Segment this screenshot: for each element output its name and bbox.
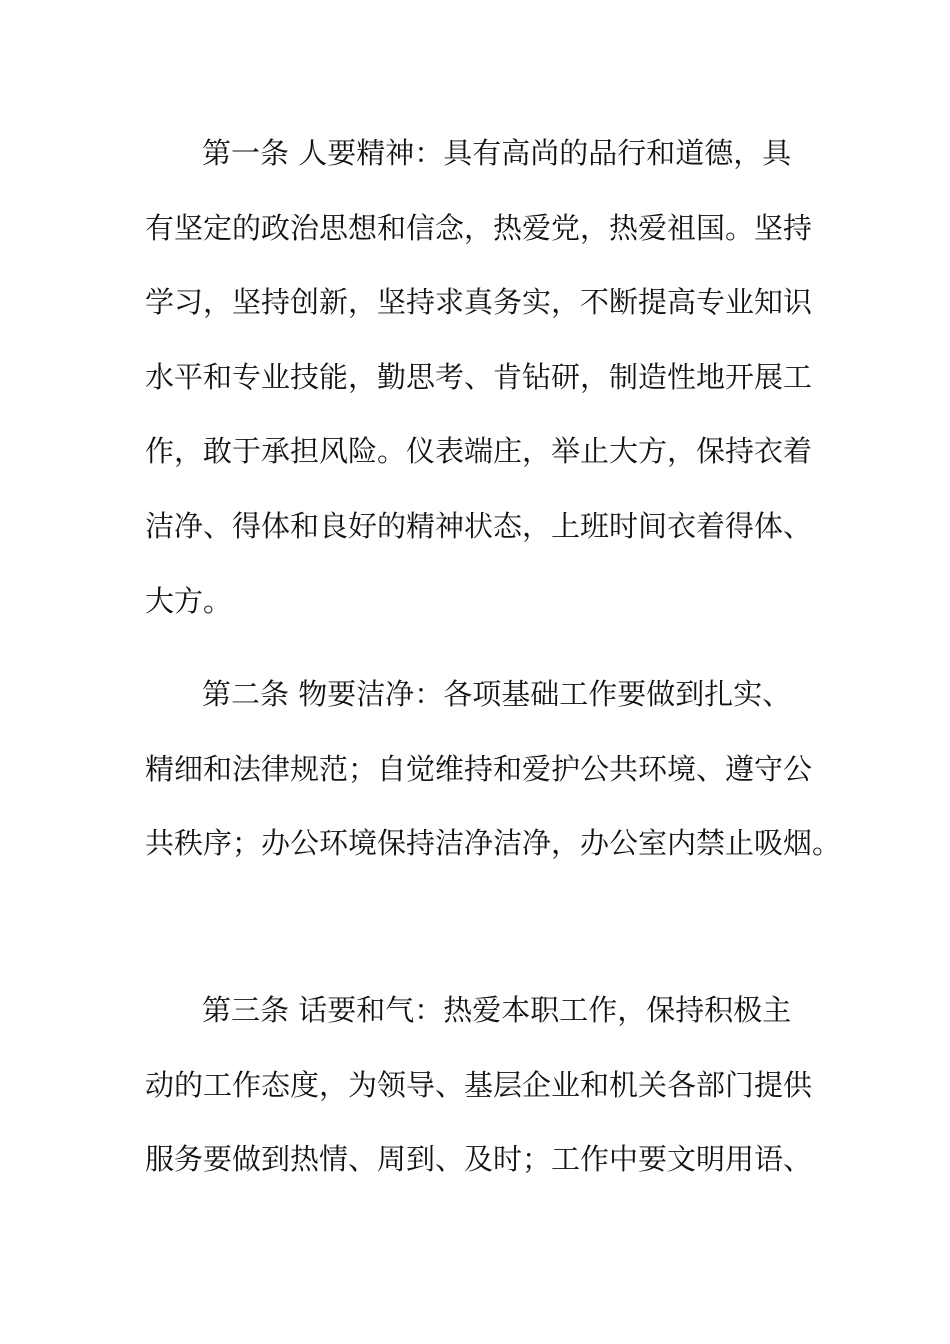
article-3-line-2: 动的工作态度，为领导、基层企业和机关各部门提供 <box>145 1068 813 1102</box>
article-1-line-7: 大方。 <box>145 584 233 618</box>
article-2-line-2: 精细和法律规范；自觉维持和爱护公共环境、遵守公 <box>145 752 813 786</box>
article-1-line-3: 学习，坚持创新，坚持求真务实，不断提高专业知识 <box>145 285 813 319</box>
article-1-line-1: 第一条 人要精神：具有高尚的品行和道德，具 <box>202 136 792 170</box>
article-3-line-1: 第三条 话要和气：热爱本职工作，保持积极主 <box>202 993 792 1027</box>
article-1-line-2: 有坚定的政治思想和信念，热爱党，热爱祖国。坚持 <box>145 211 813 245</box>
article-2-line-1: 第二条 物要洁净：各项基础工作要做到扎实、 <box>202 677 792 711</box>
article-1-line-4: 水平和专业技能，勤思考、肯钻研，制造性地开展工 <box>145 360 813 394</box>
article-1-line-6: 洁净、得体和良好的精神状态，上班时间衣着得体、 <box>145 509 813 543</box>
article-2-line-3: 共秩序；办公环境保持洁净洁净，办公室内禁止吸烟。 <box>145 826 842 860</box>
article-3-line-3: 服务要做到热情、周到、及时；工作中要文明用语、 <box>145 1142 813 1176</box>
article-1-line-5: 作，敢于承担风险。仪表端庄，举止大方，保持衣着 <box>145 434 813 468</box>
